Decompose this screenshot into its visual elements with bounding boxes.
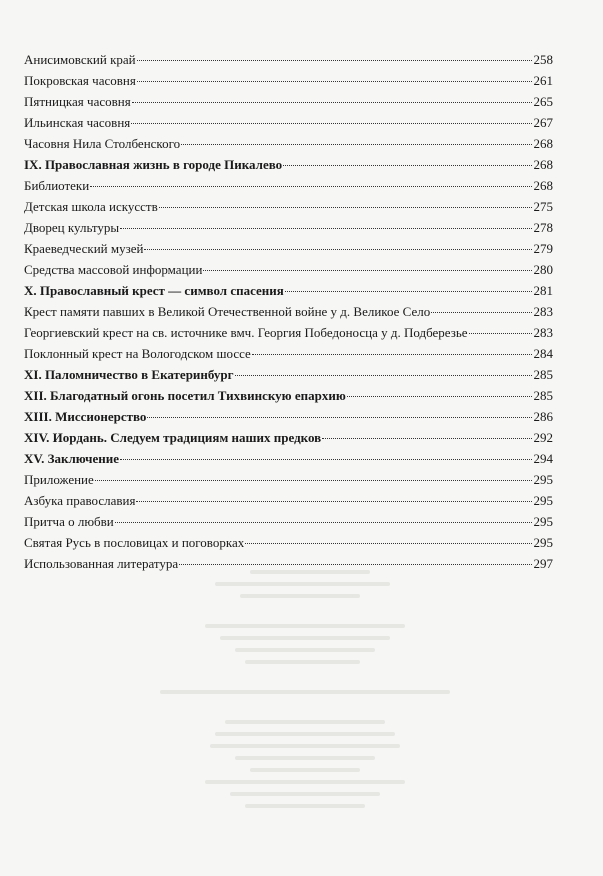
toc-entry-title: XIII. Миссионерство (24, 409, 147, 424)
toc-entry-page-number: 265 (533, 94, 553, 109)
toc-entry[interactable] (24, 280, 553, 301)
table-of-contents (24, 49, 553, 574)
toc-entry-page-number: 283 (533, 325, 553, 340)
toc-entry[interactable] (24, 133, 553, 154)
toc-entry-title: Краеведческий музей (24, 241, 144, 256)
toc-entry[interactable] (24, 196, 553, 217)
toc-entry[interactable] (24, 448, 553, 469)
toc-entry-title: Пятницкая часовня (24, 94, 131, 109)
toc-entry[interactable] (24, 322, 553, 343)
toc-dot-leader (322, 438, 531, 439)
toc-entry-page-number: 295 (533, 493, 553, 508)
toc-entry-title: Азбука православия (24, 493, 136, 508)
toc-entry[interactable] (24, 154, 553, 175)
toc-entry[interactable] (24, 385, 553, 406)
toc-dot-leader (179, 564, 531, 565)
toc-entry-title: Часовня Нила Столбенского (24, 136, 181, 151)
toc-entry-title: Святая Русь в пословицах и поговорках (24, 535, 245, 550)
toc-entry-title: Средства массовой информации (24, 262, 203, 277)
toc-entry-title: Использованная литература (24, 556, 179, 571)
toc-entry-page-number: 279 (533, 241, 553, 256)
toc-entry-page-number: 258 (533, 52, 553, 67)
toc-entry[interactable] (24, 427, 553, 448)
toc-entry-page-number: 268 (533, 157, 553, 172)
toc-entry-page-number: 297 (533, 556, 553, 571)
toc-entry[interactable] (24, 490, 553, 511)
toc-entry[interactable] (24, 112, 553, 133)
toc-dot-leader (131, 123, 531, 124)
toc-entry-page-number: 295 (533, 472, 553, 487)
toc-dot-leader (137, 81, 532, 82)
toc-entry[interactable] (24, 175, 553, 196)
toc-entry-title: Приложение (24, 472, 94, 487)
toc-entry-page-number: 295 (533, 514, 553, 529)
toc-entry[interactable] (24, 91, 553, 112)
toc-dot-leader (136, 501, 531, 502)
toc-entry-title: IX. Православная жизнь в городе Пикалево (24, 157, 283, 172)
toc-entry-page-number: 283 (533, 304, 553, 319)
toc-entry[interactable] (24, 49, 553, 70)
toc-entry[interactable] (24, 406, 553, 427)
toc-dot-leader (147, 417, 531, 418)
toc-dot-leader (431, 312, 531, 313)
toc-entry-page-number: 285 (533, 367, 553, 382)
toc-dot-leader (203, 270, 531, 271)
toc-entry-page-number: 280 (533, 262, 553, 277)
toc-entry-page-number: 275 (533, 199, 553, 214)
toc-dot-leader (115, 522, 532, 523)
toc-entry-page-number: 294 (533, 451, 553, 466)
toc-entry-page-number: 268 (533, 178, 553, 193)
toc-entry-page-number: 278 (533, 220, 553, 235)
toc-dot-leader (283, 165, 531, 166)
toc-entry-page-number: 268 (533, 136, 553, 151)
toc-entry-page-number: 292 (533, 430, 553, 445)
toc-entry-page-number: 261 (533, 73, 553, 88)
toc-entry-title: XII. Благодатный огонь посетил Тихвинскую епархию (24, 388, 346, 403)
toc-entry[interactable] (24, 343, 553, 364)
toc-entry[interactable] (24, 301, 553, 322)
toc-entry[interactable] (24, 532, 553, 553)
toc-entry[interactable] (24, 364, 553, 385)
toc-entry-title: Детская школа искусств (24, 199, 158, 214)
toc-dot-leader (347, 396, 532, 397)
toc-entry-title: Покровская часовня (24, 73, 136, 88)
toc-entry-title: Крест памяти павших в Великой Отечественной войне у д. Великое Село (24, 304, 431, 319)
toc-entry[interactable] (24, 553, 553, 574)
toc-entry-page-number: 295 (533, 535, 553, 550)
toc-entry-title: Анисимовский край (24, 52, 136, 67)
toc-entry-title: Дворец культуры (24, 220, 120, 235)
toc-dot-leader (252, 354, 532, 355)
toc-dot-leader (137, 60, 532, 61)
toc-entry-title: Притча о любви (24, 514, 114, 529)
toc-dot-leader (159, 207, 532, 208)
toc-dot-leader (120, 228, 531, 229)
toc-entry[interactable] (24, 217, 553, 238)
toc-dot-leader (144, 249, 531, 250)
toc-entry[interactable] (24, 70, 553, 91)
toc-dot-leader (95, 480, 532, 481)
toc-entry-title: Поклонный крест на Вологодском шоссе (24, 346, 251, 361)
toc-dot-leader (181, 144, 531, 145)
toc-entry-page-number: 281 (533, 283, 553, 298)
toc-dot-leader (90, 186, 531, 187)
toc-entry-title: XV. Заключение (24, 451, 120, 466)
toc-dot-leader (285, 291, 532, 292)
toc-dot-leader (132, 102, 532, 103)
toc-dot-leader (469, 333, 532, 334)
toc-entry[interactable] (24, 469, 553, 490)
toc-dot-leader (245, 543, 531, 544)
toc-entry-page-number: 267 (533, 115, 553, 130)
toc-entry[interactable] (24, 259, 553, 280)
toc-entry-page-number: 285 (533, 388, 553, 403)
toc-entry-page-number: 286 (533, 409, 553, 424)
toc-entry[interactable] (24, 238, 553, 259)
toc-entry-page-number: 284 (533, 346, 553, 361)
toc-entry-title: Ильинская часовня (24, 115, 131, 130)
toc-entry-title: XIV. Иордань. Следуем традициям наших предков (24, 430, 322, 445)
toc-dot-leader (120, 459, 531, 460)
toc-entry[interactable] (24, 511, 553, 532)
toc-entry-title: X. Православный крест — символ спасения (24, 283, 284, 298)
toc-entry-title: Библиотеки (24, 178, 90, 193)
toc-dot-leader (235, 375, 532, 376)
toc-entry-title: Георгиевский крест на св. источнике вмч. Георгия Победоносца у д. Подберезье (24, 325, 468, 340)
toc-entry-title: XI. Паломничество в Екатеринбург (24, 367, 234, 382)
